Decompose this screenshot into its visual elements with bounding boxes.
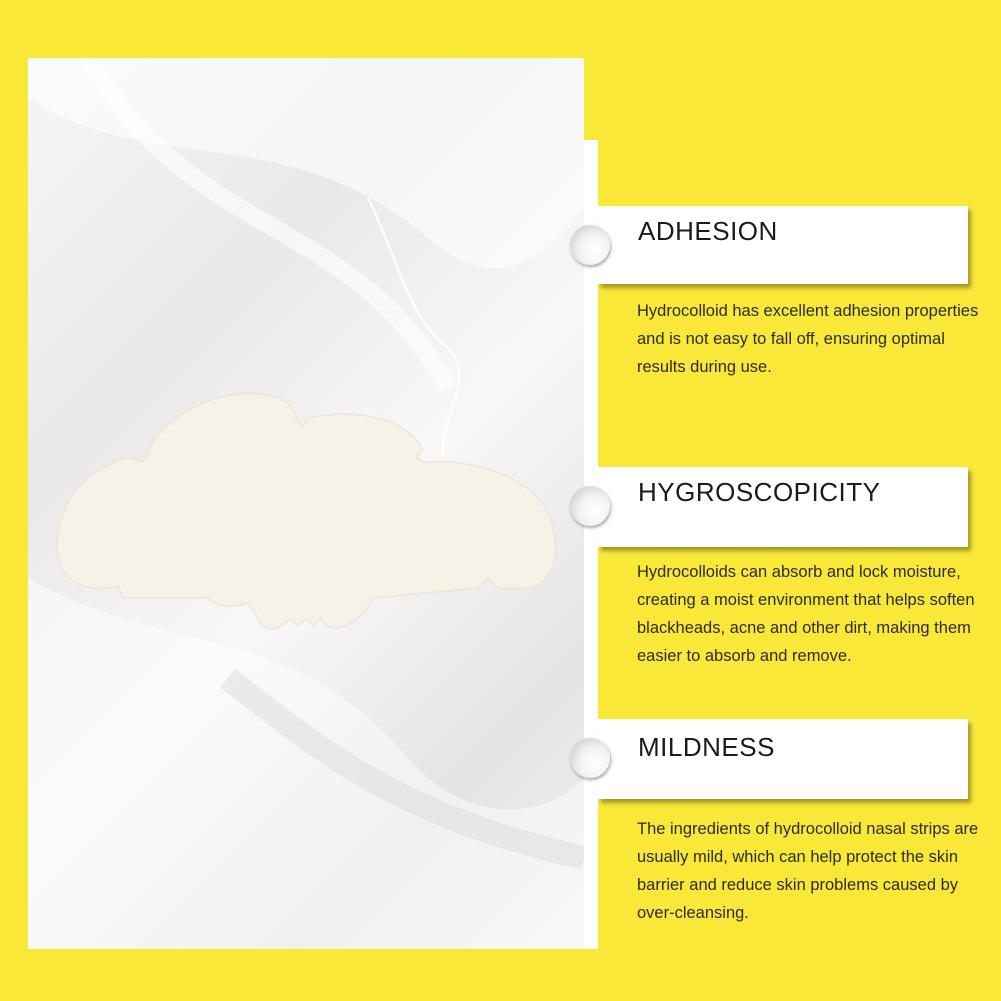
feature-title: ADHESION	[638, 216, 778, 246]
feature-title: MILDNESS	[638, 732, 775, 762]
feature-card-mildness	[598, 719, 968, 799]
feature-card-hygroscopicity	[598, 467, 968, 547]
feature-title: HYGROSCOPICITY	[638, 477, 881, 507]
nose-strip-image	[28, 58, 584, 949]
bullet-dot-icon	[570, 738, 610, 778]
bullet-dot-icon	[570, 225, 610, 265]
product-photo-panel	[28, 58, 584, 949]
feature-description: Hydrocolloids can absorb and lock moisture, creating a moist environment that helps soften blackheads, acne and other dirt, making them easier to absorb and remove.	[637, 563, 975, 665]
bullet-dot-icon	[570, 486, 610, 526]
feature-description: Hydrocolloid has excellent adhesion properties and is not easy to fall off, ensuring optimal results during use.	[637, 302, 979, 376]
feature-card-adhesion	[598, 206, 968, 284]
feature-description: The ingredients of hydrocolloid nasal strips are usually mild, which can help protect the skin barrier and reduce skin problems caused by over-cleansing.	[637, 820, 979, 922]
